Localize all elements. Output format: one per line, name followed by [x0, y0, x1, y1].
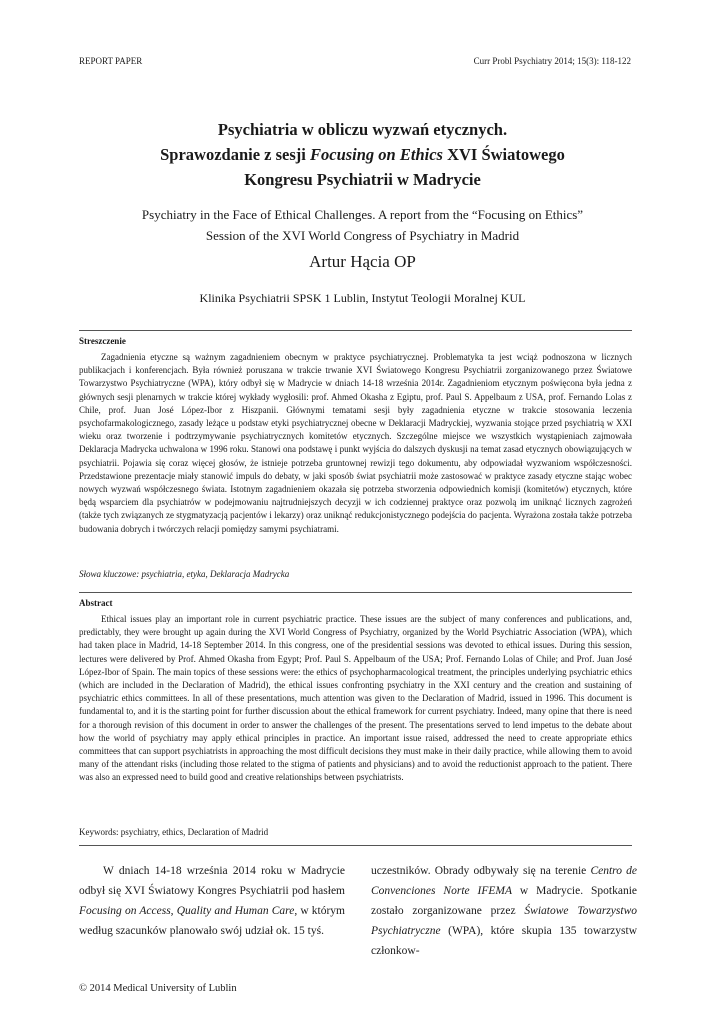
title-english-line-2: Session of the XVI World Congress of Psychiatry in Madrid	[205, 228, 520, 243]
title-polish	[100, 117, 625, 192]
title-english	[90, 204, 635, 246]
keywords: Keywords: psychiatry, ethics, Declaration of Madrid	[79, 827, 269, 837]
title-polish-line-3: Kongresu Psychiatrii w Madrycie	[244, 170, 481, 189]
body-left-text-start: W dniach 14-18 września 2014 roku w Madrycie odbył się XVI Światowy Kongres Psychiatrii pod hasłem	[79, 865, 345, 897]
section-divider	[79, 845, 632, 846]
copyright-footer: © 2014 Medical University of Lublin	[79, 983, 237, 994]
body-column-left	[79, 861, 345, 941]
body-right-text-1: uczestników. Obrady odbywały się na terenie	[371, 865, 591, 877]
slowa-kluczowe: Słowa kluczowe: psychiatria, etyka, Deklaracja Madrycka	[79, 569, 290, 579]
streszczenie-body: Zagadnienia etyczne są ważnym zagadnieniem obecnym w praktyce psychiatrycznej. Problematyka ta jest wciąż podnoszona w licznych publikacjach i konferencjach. Była również poruszana w trakcie trwanie XVI Światowego Kongresu Psychiatrii zorganizowanego przez Światowe Towarzystwo Psychiatryczne (WPA), który odbył się w Madrycie w dniach 14-18 września 2014r. Zagadnieniom etycznym poświęcona była jedna z głównych sesji plenarnych w trakcie której wykłady wygłosili: prof. Ahmed Okasha z Egiptu, prof. Paul S. Appelbaum z USA, prof. Fernando Lolas z Chile, prof. Juan José López-Ibor z Hiszpanii. Głównymi tematami sesji były zagadnienia etyczne w trakcie stosowania leczenia psychofarmakologicznego, zasady leżące u podstaw etyki psychiatrycznej obecne w Deklaracji Madryckiej, wyzwania stojące przed psychiatrią w XXI wieku oraz tworzenie i podtrzymywanie psychiatrycznych komitetów etycznych. Szczególne miejsce we wszystkich wystąpieniach zajmowała Deklaracja Madrycka uchwalona w 1996 roku. Stanowi ona podstawę i punkt wyjścia do dalszych dyskusji na temat zasad etycznych obowiązujących w psychiatrii. Pojawia się coraz więcej głosów, że istnieje potrzeba gruntownej rewizji tego dokumentu, aby odpowiadał wyzwaniom współczesności. Przedstawione prezentacje miały stanowić impuls do debaty, w jaki sposób świat psychiatrii może zastosować w praktyce zasady etyczne stając wobec nowych wyzwań współczesnego świata. Istotnym zagadnieniem okazała się potrzeba stworzenia odpowiednich komisji (komitetów) etycznych, które będą wsparciem dla psychiatrów w podejmowaniu najtrudniejszych decyzji w ich codziennej praktyce oraz pozwolą im uniknąć licznych zagrożeń (także tych związanych ze stygmatyzacją pacjentów i lekarzy) oraz uniknąć redukcjonistycznego podejścia do pacjenta. Wyrażona została także potrzeba budowania dobrych i twórczych relacji pomiędzy samymi psychiatrami.	[79, 352, 632, 534]
body-left-text-end: , w którym według szacunków planowało swój udział ok. 15 tyś.	[79, 905, 346, 937]
title-polish-line-2-end: XVI Światowego	[442, 145, 565, 164]
streszczenie-heading: Streszczenie	[79, 336, 126, 346]
section-divider	[79, 592, 632, 593]
title-polish-session-name: Focusing on Ethics	[309, 145, 443, 164]
title-english-line-1: Psychiatry in the Face of Ethical Challenges. A report from the “Focusing on Ethics”	[141, 207, 584, 222]
title-polish-line-2	[100, 142, 625, 167]
section-divider	[79, 330, 632, 331]
body-column-right	[371, 861, 637, 961]
body-right-text-3: (WPA), które skupia 135 towarzystw członkow-	[371, 925, 637, 957]
header-citation: Curr Probl Psychiatry 2014; 15(3): 118-122	[473, 56, 631, 66]
abstract-body: Ethical issues play an important role in current psychiatric practice. These issues are the subject of many conferences and publications, and, predictably, they were brought up again during the XVI World Congress of Psychiatry, organized by the World Psychiatric Association (WPA), which had taken place in Madrid, 14-18 September 2014. In this congress, one of the presidential sessions was devoted to ethical issues. During this session, lectures were delivered by Prof. Ahmed Okasha from Egypt; Prof. Paul S. Appelbaum of the USA; Prof. Fernando Lolas of Chile; and Prof. Juan José López-Ibor of Spain. The main topics of these sessions were: the ethics of psychopharmacological treatment, the principles underlying psychiatric ethics (which are included in the Declaration of Madrid), the ethical issues confronting psychiatry in the XXI century and the creation and sustaining of psychiatric ethics committees. In all of these presentations, much attention was given to the Declaration of Madrid, issued in 1996. This document is fundamental to, and it is the starting point for further discussion about the ethical framework for current psychiatry. Indeed, many opine that there is need for a thorough revision of this document in order to answer the challenges of the present. The presentations served to lend impetus to the debate about how the world of psychiatry may apply ethical principles in practice. An important issue raised, addressed the need to create appropriate ethics committees that can support psychiatrists in approaching the most difficult decisions they must make in their daily practice, while allowing them to avoid many of the attendant risks (including those related to the stigma of patients and physicians) and to avoid the reductionist approach to the patient. There was also an expressed need to build good and creative relationships between psychiatrists.	[79, 614, 632, 783]
title-polish-line-1: Psychiatria w obliczu wyzwań etycznych.	[217, 120, 508, 139]
author-name: Artur Hącia OP	[309, 252, 416, 271]
abstract-heading: Abstract	[79, 598, 113, 608]
header-category: REPORT PAPER	[79, 56, 143, 66]
author-affiliation: Klinika Psychiatrii SPSK 1 Lublin, Instytut Teologii Moralnej KUL	[199, 291, 526, 305]
body-right-text-2: w Madrycie. Spotkanie zostało zorganizowane przez	[371, 885, 637, 917]
body-right-venue: Centro de Convenciones Norte IFEMA	[371, 865, 637, 897]
body-left-congress-motto: Focusing on Access, Quality and Human Care	[79, 905, 295, 917]
body-right-organizer: Światowe Towarzystwo Psychiatryczne	[371, 905, 637, 937]
title-polish-line-2-start: Sprawozdanie z sesji	[160, 145, 310, 164]
